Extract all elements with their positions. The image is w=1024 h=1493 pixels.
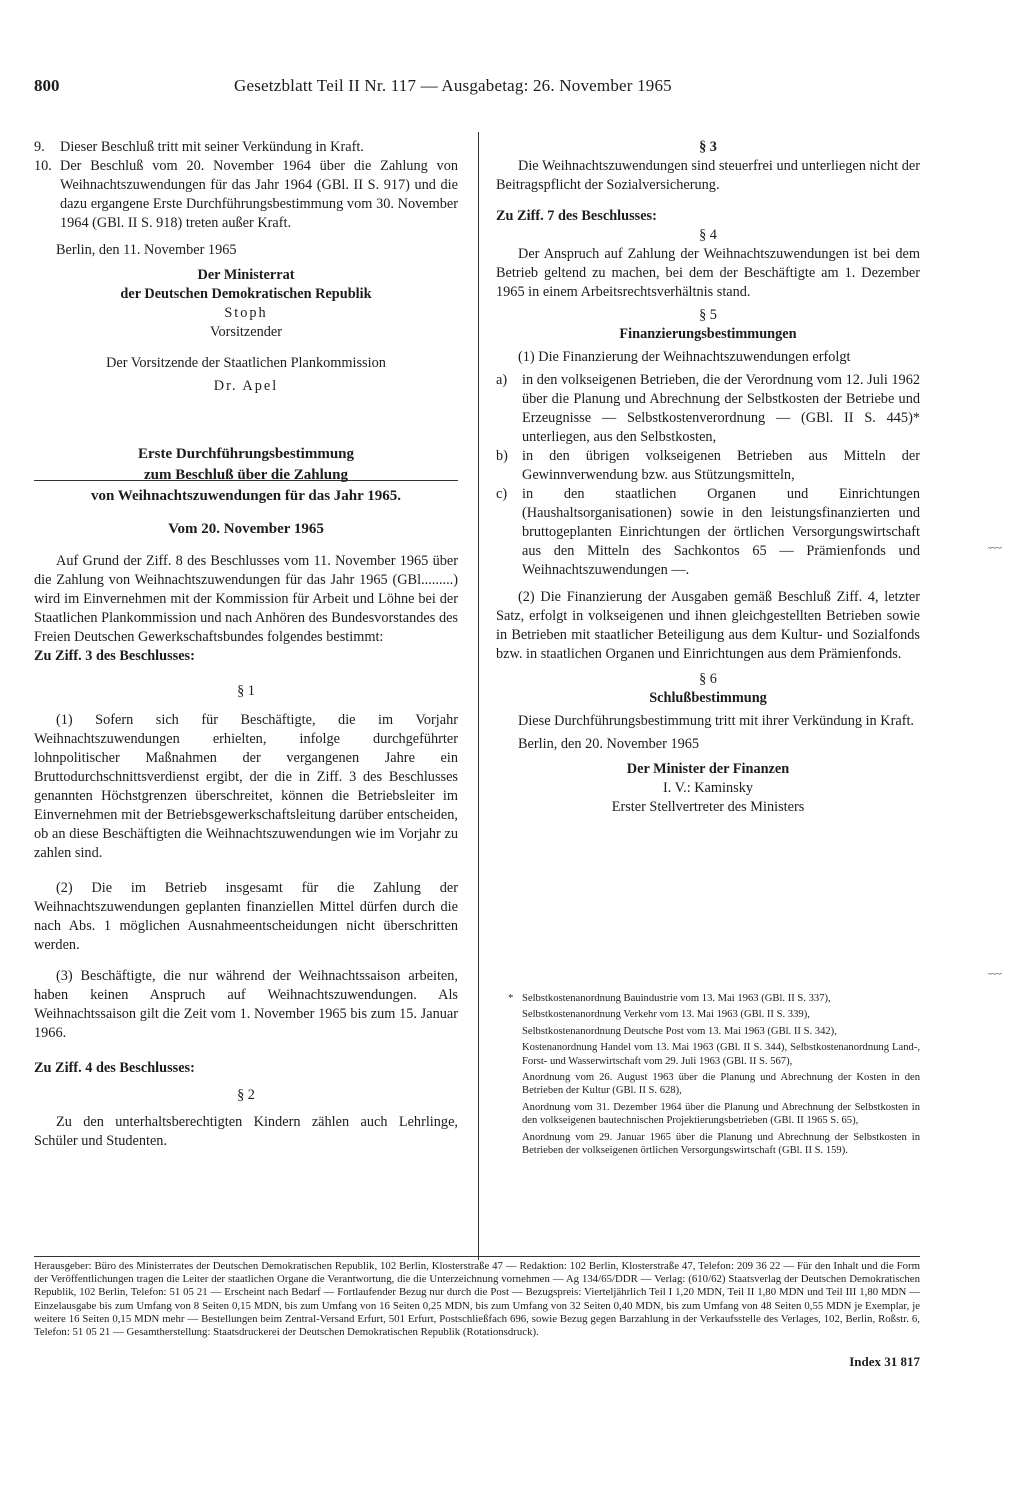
paragraph: (1) Sofern sich für Beschäftigte, die im Vorjahr Weihnachtszuwendungen erhielten, infolge durchgeführter lohnpolitischer Maßnahmen der vergangenen Jahre ein Bruttodurchschnittsverdienst ergibt, der die in Ziff. 3 des Beschlusses genannten Höchstgrenzen überschreitet, können die Betriebsleiter im Einvernehmen mit der Betriebsgewerkschaftsleitung darüber entscheiden, ob an diese Beschäftigten die Weihnachtszuwendungen wie im Vorjahr zu zahlen sind.	[34, 712, 458, 861]
page-number: 800	[34, 76, 60, 95]
item-text: in den übrigen volkseigenen Betrieben aus Mitteln der Gewinnverwendung bzw. aus Stützungsmitteln,	[522, 448, 920, 483]
footnote-text: Kostenanordnung Handel vom 13. Mai 1963 (GBl. II S. 344), Selbstkostenanordnung Land-, Forst- und Wasserwirtschaft vom 29. Juli 1963 (GBl. II S. 567),	[522, 1042, 920, 1067]
index-number: Index 31 817	[849, 1354, 920, 1369]
section-title: Finanzierungsbestimmungen	[619, 326, 797, 342]
section-number: § 2	[237, 1087, 255, 1103]
section-number: § 4	[699, 227, 717, 243]
document-title-line3: von Weihnachtszuwendungen für das Jahr 1965.	[90, 488, 402, 504]
issuing-body: Der Ministerrat	[197, 267, 295, 283]
second-signer-role: Der Vorsitzende der Staatlichen Plankommission	[106, 355, 386, 371]
item-number: 10.	[34, 158, 52, 174]
paragraph: Der Anspruch auf Zahlung der Weihnachtszuwendungen ist bei dem Betrieb geltend zu machen, bei dem der Beschäftigte am 1. Dezember 1965 in einem Arbeitsrechtsverhältnis stand.	[496, 246, 920, 300]
footnote-text: Selbstkostenanordnung Deutsche Post vom 13. Mai 1963 (GBl. II S. 342),	[522, 1025, 837, 1037]
section-number: § 1	[237, 683, 255, 699]
footnote-text: Selbstkostenanordnung Bauindustrie vom 13. Mai 1963 (GBl. II S. 337),	[522, 993, 831, 1004]
document-title-line2: zum Beschluß über die Zahlung	[144, 467, 348, 483]
page-header	[34, 76, 734, 102]
paragraph: Die Weihnachtszuwendungen sind steuerfrei und unterliegen nicht der Beitragspflicht der Sozialversicherung.	[496, 158, 920, 193]
paragraph: (2) Die im Betrieb insgesamt für die Zahlung der Weihnachtszuwendungen geplanten finanziellen Mittel dürfen durch die nach Abs. 1 möglichen Ausnahmeentscheidungen nicht überschritten werden.	[34, 880, 458, 953]
footnote-text: Anordnung vom 26. August 1963 über die Planung und Abrechnung der Kosten in den Betrieben der Kultur (GBl. II S. 628),	[522, 1072, 920, 1097]
document-date: Vom 20. November 1965	[168, 521, 324, 537]
second-signature-name: Dr. Apel	[213, 378, 279, 394]
signature-role: Erster Stellvertreter des Ministers	[611, 799, 805, 815]
footnotes	[508, 992, 920, 1160]
footnote	[508, 1071, 920, 1098]
footnote-text: Selbstkostenanordnung Verkehr vom 13. Mai 1963 (GBl. II S. 339),	[522, 1009, 810, 1021]
footer-divider	[34, 1256, 920, 1257]
item-text: Der Beschluß vom 20. November 1964 über die Zahlung von Weihnachtszuwendungen für das Jahr 1964 (GBl. II S. 917) und die dazu ergangene Erste Durchführungsbestimmung vom 30. November 1964 (GBl. II S. 918) treten außer Kraft.	[60, 158, 458, 231]
footnote	[508, 1041, 920, 1068]
item-letter: a)	[496, 372, 508, 388]
footnote-mark: *	[508, 993, 514, 1004]
footnote-text: Anordnung vom 31. Dezember 1964 über die Planung und Abrechnung der Selbstkosten in den volkseigenen bautechnischen Projektierungsbetrieben (GBl. II 1965 S. 65),	[522, 1101, 920, 1127]
section-number: § 3	[699, 139, 717, 155]
footnote	[508, 1025, 920, 1038]
item-text: in den volkseigenen Betrieben, die der Verordnung vom 12. Juli 1962 über die Planung und Abrechnung der Selbstkosten der Betriebe und Erzeugnisse — Selbstkostenverordnung — (GBl. II S. 445)* unterliegen, aus den Selbstkosten,	[522, 372, 920, 445]
section-number: § 5	[699, 307, 717, 323]
footnote	[508, 1008, 920, 1021]
reference-heading: Zu Ziff. 7 des Beschlusses:	[496, 208, 657, 224]
reference-heading: Zu Ziff. 3 des Beschlusses:	[34, 648, 195, 664]
item-letter: b)	[496, 448, 508, 464]
item-letter: c)	[496, 486, 508, 502]
footnote	[508, 1101, 920, 1128]
item-text: Dieser Beschluß tritt mit seiner Verkündung in Kraft.	[60, 139, 364, 155]
place-date: Berlin, den 11. November 1965	[56, 242, 237, 258]
left-column	[34, 138, 458, 1151]
list-item	[34, 157, 458, 233]
signature-role: Vorsitzender	[210, 324, 282, 340]
item-number: 9.	[34, 139, 45, 155]
place-date: Berlin, den 20. November 1965	[518, 736, 700, 752]
list-item	[34, 138, 458, 157]
paragraph: (2) Die Finanzierung der Ausgaben gemäß Beschluß Ziff. 4, letzter Satz, erfolgt in volkseigenen und ihnen gleichgestellten Betrieben sowie in Betrieben mit staatlicher Beteiligung aus dem Kultur- und Sozialfonds bzw. in staatlichen Organen und Einrichtungen aus dem Prämienfonds.	[496, 589, 920, 662]
section-title: Schlußbestimmung	[649, 690, 767, 706]
reference-heading: Zu Ziff. 4 des Beschlusses:	[34, 1060, 195, 1076]
column-divider	[478, 132, 479, 1260]
list-item	[496, 371, 920, 447]
right-column	[496, 138, 920, 817]
paragraph: Zu den unterhaltsberechtigten Kindern zählen auch Lehrlinge, Schüler und Studenten.	[34, 1114, 458, 1149]
signature-name: I. V.: Kaminsky	[662, 780, 754, 796]
margin-mark: ﹏	[988, 962, 1002, 977]
preamble: Auf Grund der Ziff. 8 des Beschlusses vom 11. November 1965 über die Zahlung von Weihnachtszuwendungen für das Jahr 1965 (GBl.........) wird im Einvernehmen mit der Kommission für Arbeit und Löhne bei der Staatlichen Plankommission und nach Anhören des Bundesvorstandes des Freien Deutschen Gewerkschaftsbundes folgendes bestimmt:	[34, 553, 458, 645]
header-title: Gesetzblatt Teil II Nr. 117 — Ausgabetag: 26. November 1965	[234, 76, 672, 95]
issuing-body-line2: der Deutschen Demokratischen Republik	[120, 286, 372, 302]
paragraph: (3) Beschäftigte, die nur während der Weihnachtssaison arbeiten, haben keinen Anspruch auf Weihnachtszuwendungen. Als Weihnachtssaison gilt die Zeit vom 1. November 1965 bis zum 15. Januar 1966.	[34, 968, 458, 1041]
item-text: in den staatlichen Organen und Einrichtungen (Haushaltsorganisationen) sowie in den leistungsfinanzierten und bruttogeplanten Einrichtungen der örtlichen Versorgungswirtschaft aus den Mitteln des Sachkontos 65 — Prämienfonds und Weihnachtszuwendungen —.	[522, 486, 920, 578]
footnote-text: Anordnung vom 29. Januar 1965 über die Planung und Abrechnung der Selbstkosten in Betrieben der volkseigenen örtlichen Versorgungswirtschaft (GBl. II S. 159).	[522, 1131, 920, 1157]
issuing-body: Der Minister der Finanzen	[626, 761, 790, 777]
signature-name: Stoph	[224, 305, 268, 321]
footnote	[508, 992, 920, 1005]
document-title-line1: Erste Durchführungsbestimmung	[138, 446, 354, 462]
paragraph: Diese Durchführungsbestimmung tritt mit ihrer Verkündung in Kraft.	[518, 713, 915, 729]
list-item	[496, 485, 920, 580]
footnote	[508, 1131, 920, 1158]
paragraph: (1) Die Finanzierung der Weihnachtszuwendungen erfolgt	[518, 349, 851, 365]
section-number: § 6	[699, 671, 717, 687]
list-item	[496, 447, 920, 485]
margin-mark: ﹏	[988, 536, 1002, 551]
imprint: Herausgeber: Büro des Ministerrates der Deutschen Demokratischen Republik, 102 Berlin, Klosterstraße 47 — Redaktion: 102 Berlin, Klosterstraße 47, Telefon: 209 36 22 — Für den Inhalt und die Form der Veröffentlichungen tragen die Leiter der staatlichen Organe die Verantwortung, die die Unterzeichnung vornehmen — Ag 134/65/DDR — Verlag: (610/62) Staatsverlag der Deutschen Demokratischen Republik, 102 Berlin, Telefon: 51 05 21 — Erscheint nach Bedarf — Fortlaufender Bezug nur durch die Post — Bezugspreis: Vierteljährlich Teil I 1,20 MDN, Teil II 1,80 MDN und Teil III 1,80 MDN — Einzelausgabe bis zum Umfang von 8 Seiten 0,15 MDN, bis zum Umfang von 16 Seiten 0,25 MDN, bis zum Umfang von 32 Seiten 0,40 MDN, bis zum Umfang von 48 Seiten 0,55 MDN je Exemplar, je weitere 16 Seiten 0,15 MDN mehr — Bestellungen beim Zentral-Versand Erfurt, 501 Erfurt, Postschließfach 696, sowie Bezug gegen Barzahlung in der Verkaufsstelle des Verlages, 102, Berlin, Roßstr. 6, Telefon: 51 05 21 — Gesamtherstellung: Staatsdruckerei der Deutschen Demokratischen Republik (Rotationsdruck).	[34, 1260, 920, 1339]
